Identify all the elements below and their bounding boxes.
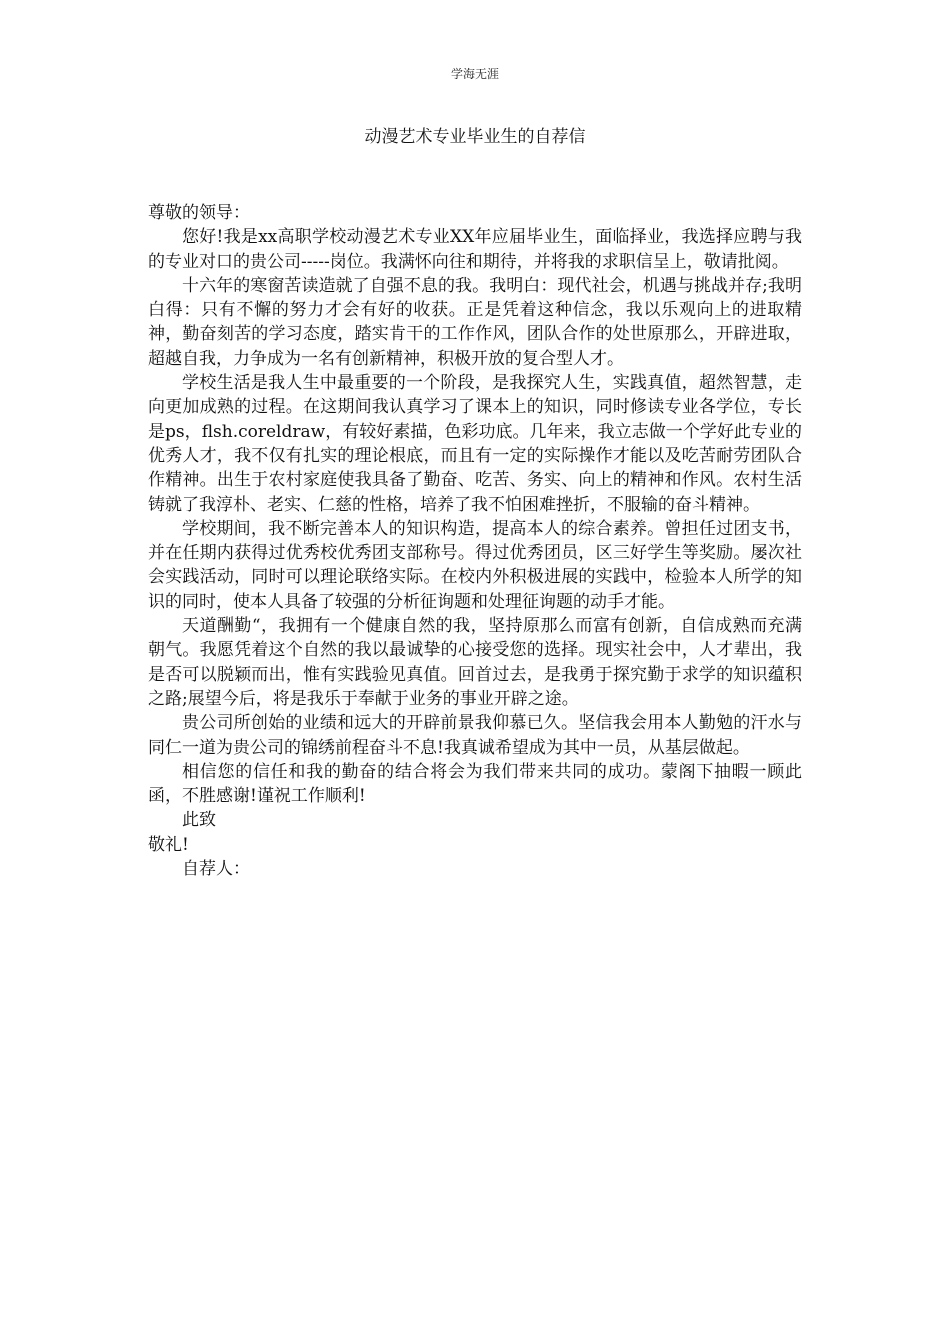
paragraph-6: 贵公司所创始的业绩和远大的开辟前景我仰慕已久。坚信我会用本人勤勉的汗水与同仁一道为贵公司的锦绣前程奋斗不息!我真诚希望成为其中一员，从基层做起。 — [148, 713, 802, 758]
signature-line: 自荐人： — [182, 859, 250, 880]
salutation: 尊敬的领导： — [148, 203, 250, 223]
closing-line-1: 此致 — [182, 810, 216, 831]
paragraph-7: 相信您的信任和我的勤奋的结合将会为我们带来共同的成功。蒙阁下抽暇一顾此函，不胜感谢!谨祝工作顺利! — [148, 761, 802, 807]
page-header: 学海无涯 — [450, 67, 499, 81]
paragraph-2: 十六年的寒窗苦读造就了自强不息的我。我明白：现代社会，机遇与挑战并存;我明白得：只有不懈的努力才会有好的收获。正是凭着这种信念，我以乐观向上的进取精神，勤奋刻苦的学习态度，踏实肯干的工作作风，团队合作的处世原那么，开辟进取，超越自我，力争成为一名有创新精神，积极开放的复合型人才。 — [148, 275, 802, 369]
paragraph-1: 您好!我是xx高职学校动漫艺术专业XX年应届毕业生，面临择业，我选择应聘与我的专业对口的贵公司-----岗位。我满怀向往和期待，并将我的求职信呈上，敬请批阅。 — [148, 227, 802, 272]
document-title: 动漫艺术专业毕业生的自荐信 — [364, 127, 586, 147]
paragraph-4: 学校期间，我不断完善本人的知识构造，提高本人的综合素养。曾担任过团支书，并在任期内获得过优秀校优秀团支部称号。得过优秀团员，区三好学生等奖励。屡次社会实践活动，同时可以理论联络实际。在校内外积极进展的实践中，检验本人所学的知识的同时，使本人具备了较强的分析征询题和处理征询题的动手才能。 — [148, 518, 802, 612]
closing-line-2: 敬礼! — [148, 834, 189, 855]
paragraph-5: 天道酬勤“，我拥有一个健康自然的我，坚持原那么而富有创新，自信成熟而充满朝气。我愿凭着这个自然的我以最诚挚的心接受您的选择。现实社会中，人才辈出，我是否可以脱颖而出，惟有实践验见真值。回首过去，是我勇于探究勤于求学的知识蕴积之路;展望今后，将是我乐于奉献于业务的事业开辟之途。 — [148, 616, 802, 709]
paragraph-3: 学校生活是我人生中最重要的一个阶段，是我探究人生，实践真值，超然智慧，走向更加成熟的过程。在这期间我认真学习了课本上的知识，同时修读专业各学位，专长是ps，flsh.coreldraw，有较好素描，色彩功底。几年来，我立志做一个学好此专业的优秀人才，我不仅有扎实的理论根底，而且有一定的实际操作才能以及吃苦耐劳团队合作精神。出生于农村家庭使我具备了勤奋、吃苦、务实、向上的精神和作风。农村生活铸就了我淳朴、老实、仁慈的性格，培养了我不怕困难挫折，不服输的奋斗精神。 — [148, 373, 802, 515]
letter-body — [148, 201, 802, 881]
